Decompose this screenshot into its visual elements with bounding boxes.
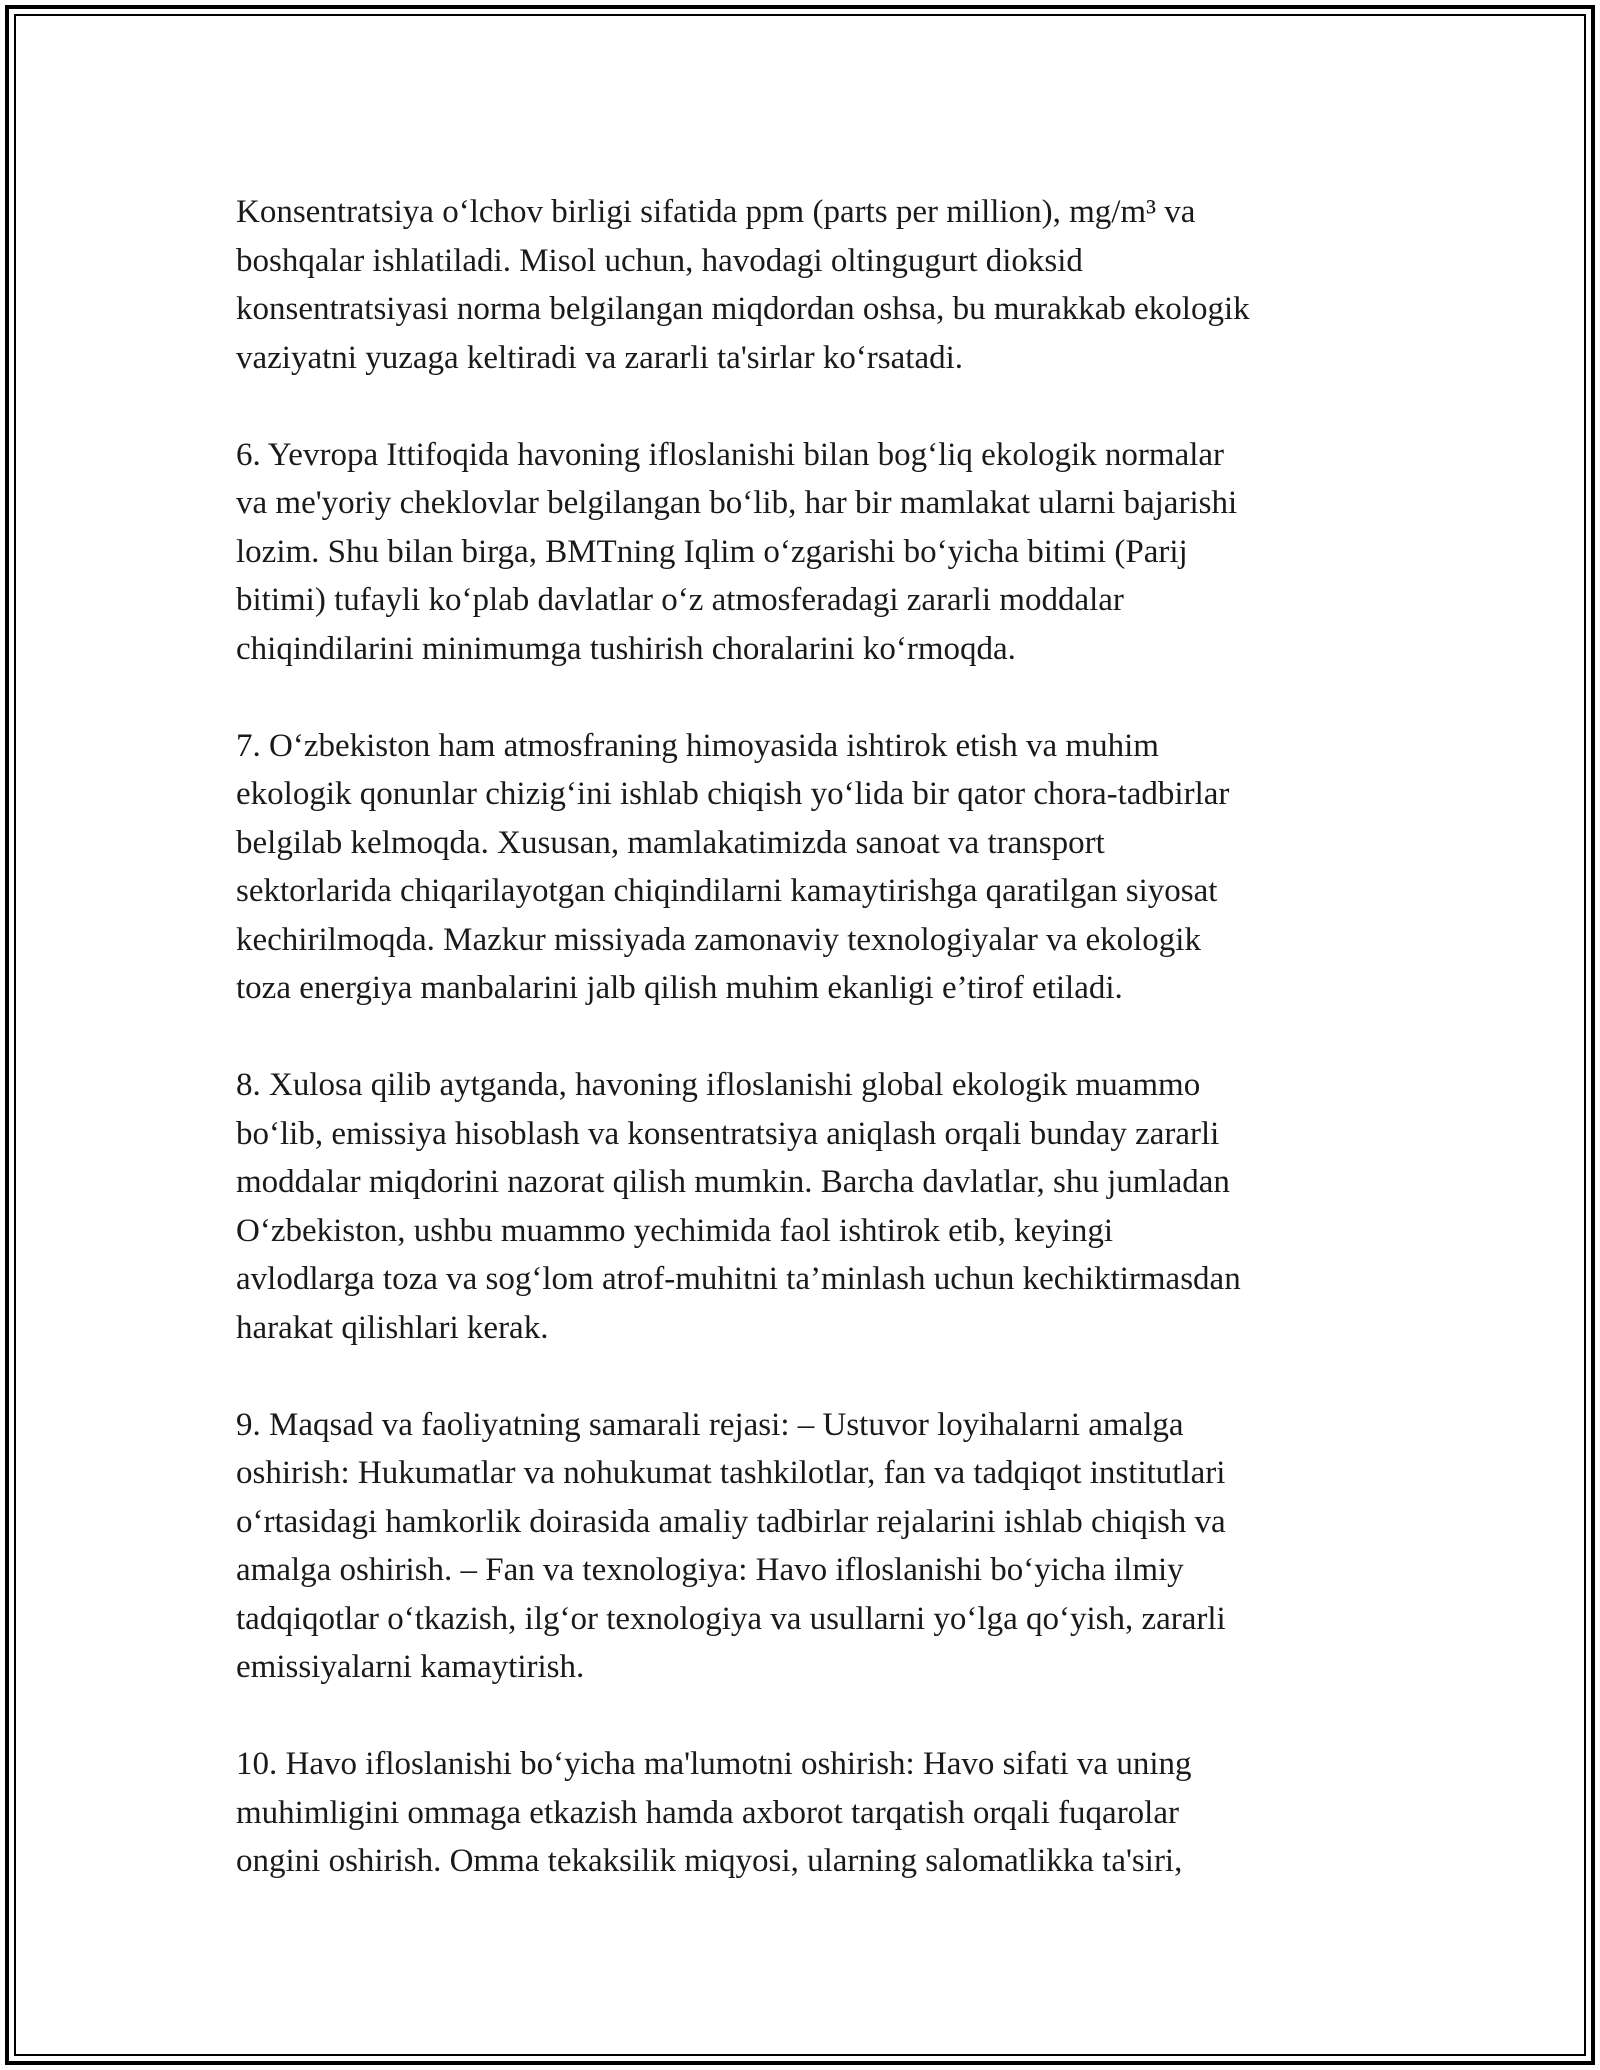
paragraph-10-awareness: 10. Havo ifloslanishi bo‘yicha ma'lumotni oshirish: Havo sifati va uning muhimligini ommaga etkazish hamda axborot tarqatish orqali fuqarolar ongini oshirish. Omma tekaksilik miqyosi, ularning salomatlikka ta'siri, (236, 1746, 1192, 1879)
paragraph-7-uzbekistan: 7. O‘zbekiston ham atmosfraning himoyasida ishtirok etish va muhim ekologik qonunlar chizig‘ini ishlab chiqish yo‘lida bir qator chora-tadbirlar belgilab kelmoqda. Xususan, mamlakatimizda sanoat va transport sektorlarida chiqarilayotgan chiqindilarni kamaytirishga qaratilgan siyosat kechirilmoqda. Mazkur missiyada zamonaviy texnologiyalar va ekologik toza energiya manbalarini jalb qilish muhim ekanligi e’tirof etiladi. (236, 727, 1230, 1006)
document-body (236, 188, 1376, 1886)
paragraph-8-conclusion: 8. Xulosa qilib aytganda, havoning ifloslanishi global ekologik muammo bo‘lib, emissiya hisoblash va konsentratsiya aniqlash orqali bunday zararli moddalar miqdorini nazorat qilish mumkin. Barcha davlatlar, shu jumladan O‘zbekiston, ushbu muammo yechimida faol ishtirok etib, keyingi avlodlarga toza va sog‘lom atrof-muhitni ta’minlash uchun kechiktirmasdan harakat qilishlari kerak. (236, 1067, 1241, 1346)
paragraph-concentration-units: Konsentratsiya o‘lchov birligi sifatida ppm (parts per million), mg/m³ va boshqalar ishlatiladi. Misol uchun, havodagi oltingugurt dioksid konsentratsiyasi norma belgilangan miqdordan oshsa, bu murakkab ekologik vaziyatni yuzaga keltiradi va zararli ta'sirlar ko‘rsatadi. (236, 194, 1250, 376)
paragraph-9-action-plan: 9. Maqsad va faoliyatning samarali rejasi: – Ustuvor loyihalarni amalga oshirish: Hukumatlar va nohukumat tashkilotlar, fan va tadqiqot institutlari o‘rtasidagi hamkorlik doirasida amaliy tadbirlar rejalarini ishlab chiqish va amalga oshirish. – Fan va texnologiya: Havo ifloslanishi bo‘yicha ilmiy tadqiqotlar o‘tkazish, ilg‘or texnologiya va usullarni yo‘lga qo‘yish, zararli emissiyalarni kamaytirish. (236, 1406, 1226, 1685)
paragraph-6-european-union: 6. Yevropa Ittifoqida havoning ifloslanishi bilan bog‘liq ekologik normalar va me'yoriy cheklovlar belgilangan bo‘lib, har bir mamlakat ularni bajarishi lozim. Shu bilan birga, BMTning Iqlim o‘zgarishi bo‘yicha bitimi (Parij bitimi) tufayli ko‘plab davlatlar o‘z atmosferadagi zararli moddalar chiqindilarini minimumga tushirish choralarini ko‘rmoqda. (236, 436, 1238, 667)
